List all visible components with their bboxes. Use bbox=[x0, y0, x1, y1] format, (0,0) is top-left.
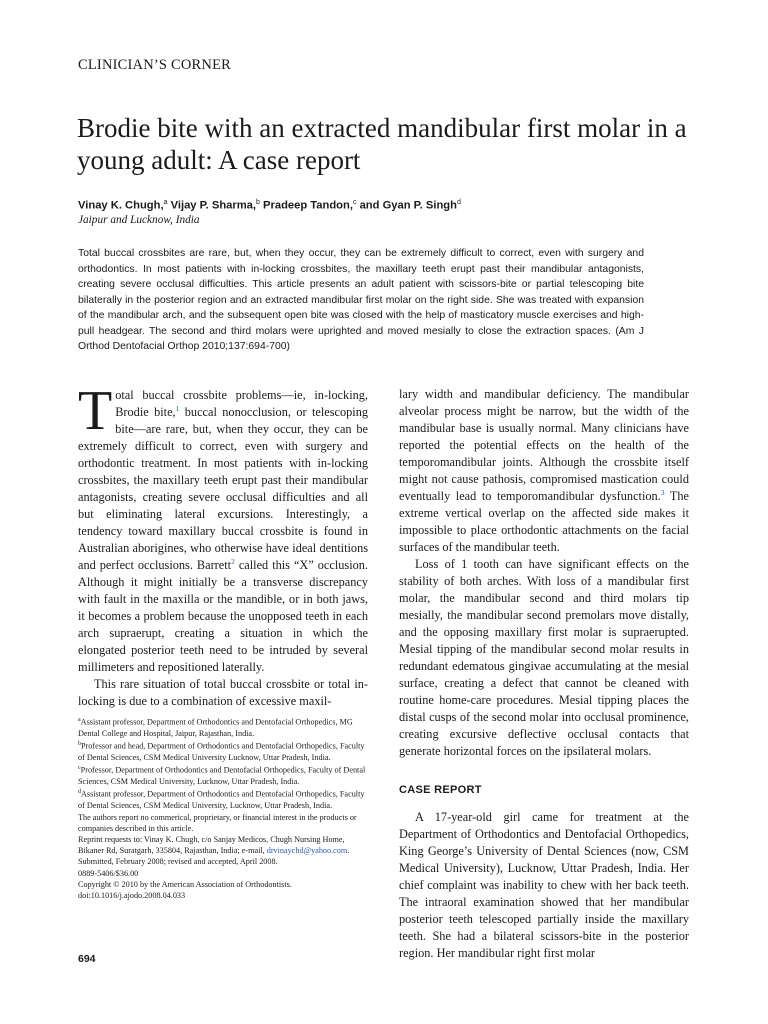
author-name: Vijay P. Sharma, bbox=[170, 199, 257, 212]
footnote-text: . bbox=[347, 846, 350, 856]
footnote-affiliation bbox=[78, 763, 370, 787]
email-link[interactable]: drvinaychd@yahoo.com bbox=[266, 846, 348, 856]
reference-link[interactable]: 3 bbox=[660, 487, 665, 497]
footnote-copyright: Copyright © 2010 by the American Association of Orthodontists. bbox=[78, 879, 292, 889]
page-number: 694 bbox=[78, 953, 96, 965]
footnote-submitted: Submitted, February 2008; revised and accepted, April 2008. bbox=[78, 857, 278, 867]
footnote-mark: c bbox=[78, 765, 81, 772]
footnote-issn: 0889-5406/$36.00 bbox=[78, 868, 139, 878]
paragraph-text: The extreme vertical overlap on the affected side makes it impossible to place orthodontic attachments on the facial surfaces of the mandibular teeth. bbox=[399, 489, 689, 554]
body-paragraph: Loss of 1 tooth can have significant effects on the stability of both arches. With loss of a mandibular first molar, the mandibular second and third molars tip mesially, the mandibular second premolars move distally, and the opposing maxillary first molar is supraerupted. Mesial tipping of the mandibular second molar results in redundant edematous gingivae accumulating at the mesial surface, creating a defect that cannot be cleaned with routine home-care procedures. Mesial tipping places the distal cusps of the second molar into occlusal prominence, creating excursive deflective occlusal contacts that generate horizontal forces on the ipsilateral molars. bbox=[399, 557, 689, 758]
footnote-mark: b bbox=[78, 741, 81, 748]
reference-link[interactable]: 2 bbox=[231, 556, 235, 566]
drop-cap: T bbox=[78, 380, 113, 442]
article-title: Brodie bite with an extracted mandibular first molar in a young adult: A case report bbox=[77, 113, 687, 175]
footnotes bbox=[78, 715, 370, 901]
footnote-affiliation bbox=[78, 715, 370, 739]
body-paragraph bbox=[78, 380, 369, 676]
footnote-text: Reprint requests to: Vinay K. Chugh, c/o Sanjay Medicos, Chugh Nursing Home, Bikaner Rd, Suratgarh, 335804, Rajasthan, India; e-mail, bbox=[78, 834, 345, 856]
author-list bbox=[78, 199, 461, 212]
footnote-doi[interactable]: doi:10.1016/j.ajodo.2008.04.033 bbox=[78, 890, 186, 900]
author-name: Gyan P. Singh bbox=[382, 199, 457, 212]
paragraph-text: otal buccal crossbite problems—ie, in-locking, Brodie bite, bbox=[115, 388, 368, 419]
footnote-text: Assistant professor, Department of Orthodontics and Dentofacial Orthopedics, MG Dental College and Hospital, Jaipur, Rajasthan, India. bbox=[78, 717, 353, 738]
abstract: Total buccal crossbites are rare, but, when they occur, they can be extremely difficult to correct, even with surgery and orthodontics. In most patients with in-locking crossbites, the maxillary teeth erupt past their mandibular antagonists, creating severe occlusal difficulties. This article presents an adult patient with scissors-bite or partial telescoping bite bilaterally in the posterior region and an extracted mandibular first molar on the right side. She was treated with expansion of the mandibular arch, and the subsequent open bite was closed with the help of masticatory muscle exercises and high-pull headgear. The second and third molars were uprighted and moved mesially to close the extraction spaces. (Am J Orthod Dentofacial Orthop 2010;137:694-700) bbox=[78, 248, 644, 352]
author-affiliation-mark[interactable]: c bbox=[352, 199, 357, 206]
section-label: CLINICIAN’S CORNER bbox=[78, 57, 232, 73]
author-name: Pradeep Tandon, bbox=[263, 199, 353, 212]
author-affiliation-mark[interactable]: a bbox=[163, 199, 168, 206]
body-paragraph: This rare situation of total buccal crossbite or total in-locking is due to a combination of excessive maxil- bbox=[78, 677, 368, 708]
body-column-left bbox=[78, 380, 369, 710]
footnote-mark: d bbox=[78, 789, 81, 796]
section-heading: CASE REPORT bbox=[399, 784, 482, 796]
footnote-affiliation bbox=[78, 787, 370, 811]
author-separator: and bbox=[356, 199, 383, 212]
author-affiliation-mark[interactable]: d bbox=[456, 199, 461, 206]
body-paragraph: lary width and mandibular deficiency. The mandibular alveolar process might be narrow, but the width of the mandibular base is usually normal. Many clinicians have reported the potential effects on the health of the temporomandibular joints. Although the crossbite itself might not cause pathosis, compromised mastication could eventually lead to temporomandibular dysfunction.$^3$ The extreme vertical overlap on the affected side makes it impossible to place orthodontic attachments on the facial surfaces of the mandibular teeth. bbox=[399, 387, 689, 554]
paragraph-text: called this “X” occlusion. Although it might initially be a transverse discrepancy with fault in the maxilla or the mandible, or in both jaws, it becomes a problem because the unopposed teeth in each arch supraerupt, creating a situation in which the elongated posterior teeth need to be intruded by several millimeters and repositioned laterally. bbox=[78, 558, 368, 674]
reference-link[interactable]: 1 bbox=[175, 403, 180, 413]
footnote-affiliation bbox=[78, 739, 370, 763]
author-location: Jaipur and Lucknow, India bbox=[78, 214, 200, 226]
body-paragraph: A 17-year-old girl came for treatment at the Department of Orthodontics and Dentofacial Orthopedics, King George’s University of Dental Sciences (now, CSM Medical University), Lucknow, Uttar Pradesh, India. Her chief complaint was inability to chew with her back teeth. The intraoral examination showed that her mandibular posterior teeth telescoped partially inside the maxillary teeth. She had a bilateral scissors-bite in the posterior region. Her mandibular right first molar bbox=[399, 810, 689, 960]
paragraph-text: buccal nonocclusion, or telescoping bite—are rare, but, when they occur, they can be extremely difficult to correct, even with surgery and orthodontic treatment. In most patients with in-locking crossbites, the maxillary teeth erupt past their mandibular antagonists, creating severe occlusal difficulties and all but eliminating lateral excursions. Interestingly, a tendency toward maxillary buccal crossbite is found in Australian aborigines, who otherwise have ideal dentitions and perfect occlusions. Barrett bbox=[78, 405, 369, 572]
author-name: Vinay K. Chugh, bbox=[78, 199, 164, 212]
footnote-text: Professor and head, Department of Orthodontics and Dentofacial Orthopedics, Faculty of Dental Sciences, CSM Medical University Lucknow, Uttar Pradesh, India. bbox=[78, 741, 365, 763]
footnote-text: Professor, Department of Orthodontics and Dentofacial Orthopedics, Faculty of Dental Sciences, CSM Medical University, Lucknow, Uttar Pradesh, India. bbox=[78, 766, 366, 787]
author-affiliation-mark[interactable]: b bbox=[256, 199, 260, 206]
footnote-interest: The authors report no commerical, proprietary, or financial interest in the products or companies described in this article. bbox=[78, 812, 357, 833]
body-column-right bbox=[399, 386, 689, 962]
footnote-text: Assistant professor, Department of Orthodontics and Dentofacial Orthopedics, Faculty of Dental Sciences, CSM Medical University, Lucknow, Uttar Pradesh, India. bbox=[78, 790, 365, 811]
footnote-mark: a bbox=[78, 717, 81, 723]
footnote-reprint bbox=[78, 834, 370, 856]
